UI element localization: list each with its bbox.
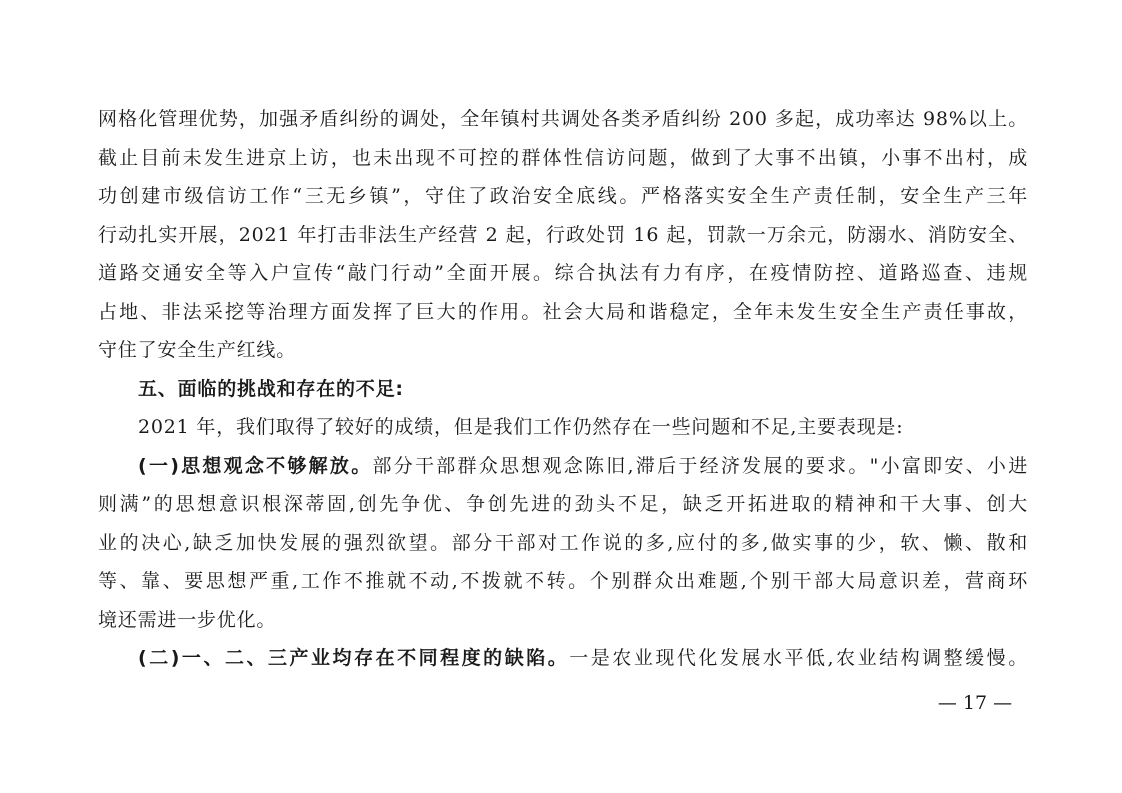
item1-first-line-text: 部分干部群众思想观念陈旧,滞后于经济发展的要求。"小富即安、小进 xyxy=(372,454,1028,477)
page-number: — 17 — xyxy=(937,692,1013,714)
item1-first-line xyxy=(98,447,1028,486)
paragraph-line: 截止目前未发生进京上访，也未出现不可控的群体性信访问题，做到了大事不出镇，小事不出村，成 xyxy=(98,146,1028,169)
section-heading: 五、面临的挑战和存在的不足: xyxy=(138,377,404,400)
paragraph-line: 道路交通安全等入户宣传“敲门行动”全面开展。综合执法有力有序，在疫情防控、道路巡查、违规 xyxy=(98,262,1028,284)
paragraph-line: 守住了安全生产红线。 xyxy=(98,339,297,361)
item2-first-line-text: 一是农业现代化发展水平低,农业结构调整缓慢。 xyxy=(569,647,1028,669)
document-body xyxy=(98,100,1028,678)
paragraph-line: 等、靠、要思想严重,工作不推就不动,不拨就不转。个别群众出难题,个别干部大局意识差，营商环 xyxy=(98,570,1028,592)
item2-bold-lead: (二)一、二、三产业均存在不同程度的缺陷。 xyxy=(138,647,570,669)
item2-first-line xyxy=(98,639,1028,678)
paragraph-line: 业的决心,缺乏加快发展的强烈欲望。部分干部对工作说的多,应付的多,做实事的少，软、懒、散和 xyxy=(98,531,1028,554)
paragraph-line: 网格化管理优势，加强矛盾纠纷的调处，全年镇村共调处各类矛盾纠纷 200 多起，成功率达 98%以上。 xyxy=(98,108,1028,130)
paragraph-line: 占地、非法采挖等治理方面发挥了巨大的作用。社会大局和谐稳定，全年未发生安全生产责任事故， xyxy=(98,300,1028,323)
paragraph-line: 功创建市级信访工作“三无乡镇”，守住了政治安全底线。严格落实安全生产责任制，安全生产三年 xyxy=(98,185,1028,207)
paragraph-line: 行动扎实开展，2021 年打击非法生产经营 2 起，行政处罚 16 起，罚款一万余元，防溺水、消防安全、 xyxy=(98,223,1028,246)
intro-line: 2021 年，我们取得了较好的成绩，但是我们工作仍然存在一些问题和不足,主要表现是: xyxy=(138,416,904,438)
paragraph-line: 则满”的思想意识根深蒂固,创先争优、争创先进的劲头不足，缺乏开拓进取的精神和干大事、创大 xyxy=(98,493,1028,515)
paragraph-line: 境还需进一步优化。 xyxy=(98,608,277,631)
item1-bold-lead: (一)思想观念不够解放。 xyxy=(138,454,373,477)
